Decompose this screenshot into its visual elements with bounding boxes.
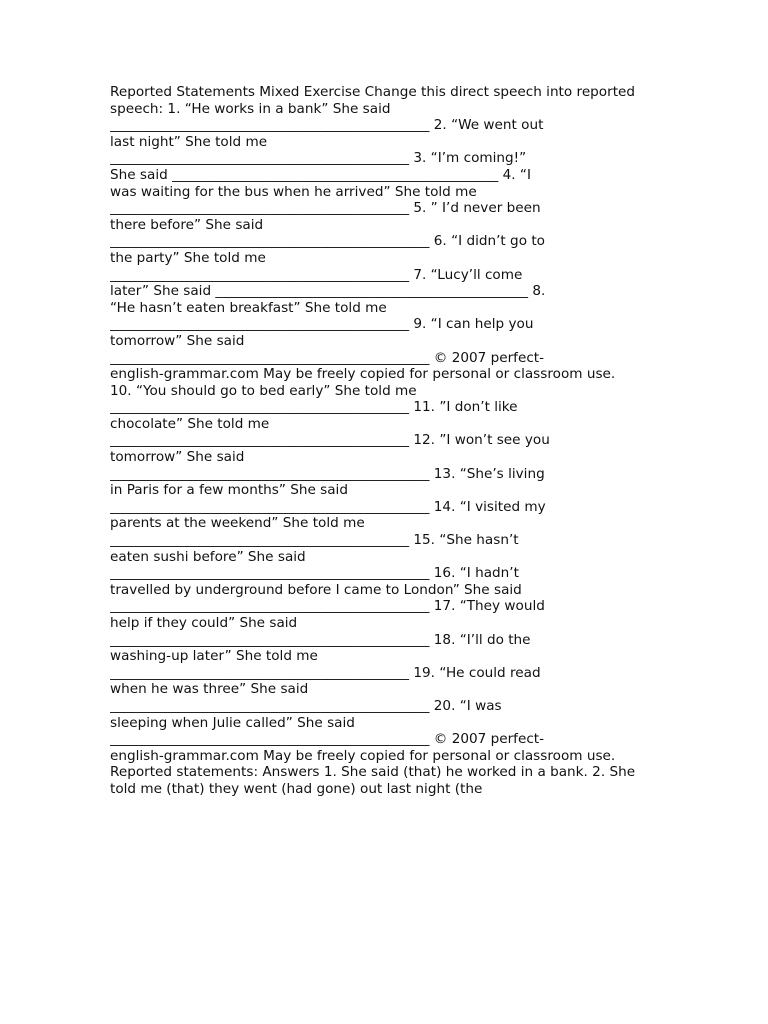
text-line: told me (that) they went (had gone) out last night (the: [110, 780, 483, 797]
text-line: was waiting for the bus when he arrived” She told me: [110, 183, 477, 200]
text-line: _______________________________________________ © 2007 perfect-: [110, 731, 545, 748]
text-line: speech: 1. “He works in a bank” She said: [110, 100, 391, 117]
text-line: ____________________________________________ 3. “I’m coming!”: [110, 150, 527, 167]
text-line: sleeping when Julie called” She said: [110, 714, 355, 731]
text-line: _______________________________________________ 6. “I didn’t go to: [110, 233, 545, 250]
text-line: _______________________________________________ 13. “She’s living: [110, 465, 545, 482]
text-line: _______________________________________________ © 2007 perfect-: [110, 349, 545, 366]
text-line: when he was three” She said: [110, 681, 309, 698]
text-line: parents at the weekend” She told me: [110, 515, 365, 532]
text-line: there before” She said: [110, 216, 264, 233]
text-line: _______________________________________________ 20. “I was: [110, 697, 502, 714]
text-line: ____________________________________________ 12. ”I won’t see you: [110, 432, 550, 449]
text-line: chocolate” She told me: [110, 415, 270, 432]
text-line: ____________________________________________ 7. “Lucy’ll come: [110, 266, 523, 283]
text-line: _______________________________________________ 14. “I visited my: [110, 498, 546, 515]
text-line: Reported Statements Mixed Exercise Change this direct speech into reported: [110, 84, 636, 100]
text-line: _______________________________________________ 2. “We went out: [110, 117, 544, 134]
text-line: eaten sushi before” She said: [110, 548, 306, 565]
text-line: travelled by underground before I came to London” She said: [110, 581, 522, 598]
text-line: ____________________________________________ 15. “She hasn’t: [110, 532, 519, 549]
text-line: in Paris for a few months” She said: [110, 482, 348, 499]
text-line: english-grammar.com May be freely copied for personal or classroom use.: [110, 366, 616, 383]
text-line: help if they could” She said: [110, 615, 298, 631]
text-line: later” She said ______________________________________________ 8.: [110, 283, 546, 300]
text-line: tomorrow” She said: [110, 449, 245, 466]
text-line: washing-up later” She told me: [110, 648, 318, 665]
text-line: ____________________________________________ 5. ” I’d never been: [110, 200, 541, 217]
text-line: tomorrow” She said: [110, 332, 245, 349]
text-line: english-grammar.com May be freely copied for personal or classroom use.: [110, 747, 616, 764]
document-page: [110, 84, 670, 798]
text-line: ____________________________________________ 11. ”I don’t like: [110, 399, 518, 416]
text-line: _______________________________________________ 16. “I hadn’t: [110, 565, 519, 582]
text-line: ____________________________________________ 19. “He could read: [110, 664, 541, 681]
text-line: the party” She told me: [110, 249, 266, 266]
text-line: ____________________________________________ 9. “I can help you: [110, 316, 534, 333]
text-line: “He hasn’t eaten breakfast” She told me: [110, 299, 387, 316]
text-line: 10. “You should go to bed early” She told me: [110, 382, 417, 399]
text-line: She said ________________________________________________ 4. “I: [110, 166, 531, 183]
text-line: _______________________________________________ 18. “I’ll do the: [110, 631, 531, 648]
text-line: Reported statements: Answers 1. She said (that) he worked in a bank. 2. She: [110, 764, 636, 781]
text-line: last night” She told me: [110, 133, 268, 150]
text-line: _______________________________________________ 17. “They would: [110, 598, 545, 615]
